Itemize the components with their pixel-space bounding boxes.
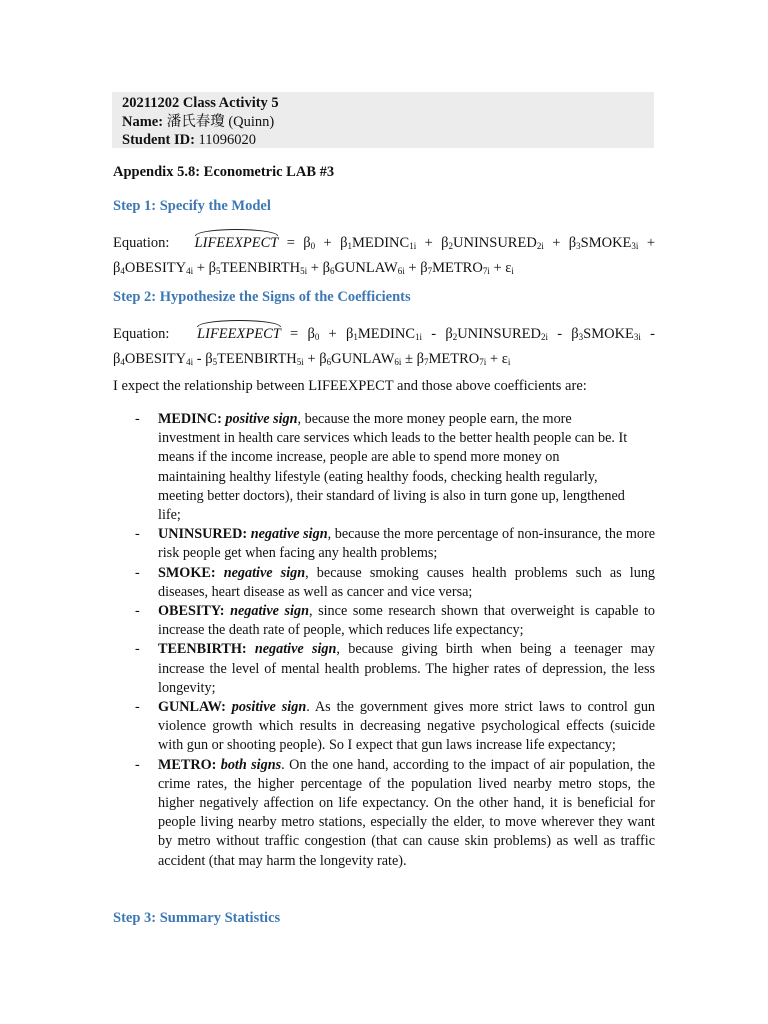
header-box [112,92,654,148]
step3-heading: Step 3: Summary Statistics [113,910,281,926]
student-id: Student ID: 11096020 [122,132,257,148]
intro-text: I expect the relationship between LIFEEXPECT and those above coefficients are: [113,378,587,394]
list-item-obesity: - OBESITY: negative sign, since some research shown that overweight is capable to increase the death rate of people, which reduces life expectancy; [135,603,655,639]
list-item-uninsured: - UNINSURED: negative sign, because the more percentage of non-insurance, the more risk people get when facing any health problems; [135,526,655,562]
appendix-title: Appendix 5.8: Econometric LAB #3 [113,164,335,180]
list-item-metro: - METRO: both signs. On the one hand, according to the impact of air population, the crime rates, the higher percentage of the population lived nearby metro stops, the higher negatively affection on life expectancy. On the other hand, it is beneficial for people living nearby metro stations, especially the elder, to move wherever they want by metro without traffic congestion (that can cause skin problems) as well as traffic accident (that may harm the longevity rate). [135,756,655,869]
list-item-teenbirth: - TEENBIRTH: negative sign, because giving birth when being a teenager may increase the level of mental health problems. The higher rates of depression, the less longevity; [135,641,655,696]
step2-heading: Step 2: Hypothesize the Signs of the Coefficients [113,289,411,305]
step1-heading: Step 1: Specify the Model [113,198,271,214]
list-item-gunlaw: - GUNLAW: positive sign. As the government gives more strict laws to control gun violence growth which results in decreasing negative psychological effects (suicide with gun or shooting people). So I expect that gun laws increase life expectancy; [135,699,656,754]
list-item-smoke: - SMOKE: negative sign, because smoking causes health problems such as lung diseases, heart disease as well as cancer and vice versa; [135,564,656,600]
coefficient-sign-list [113,410,655,871]
step2-equation-line2: $\beta_4OBESITY_{4i}$ - $\beta_5TEENBIRTH_{5i}$ + $\beta_6GUNLAW_{6i}$ ± $\beta_7METRO_{7i} + \varepsilon_i$ [113,351,511,367]
step1-equation-line1: Equation: LIFEEXPECT = $\beta_0$ + $\beta_1MEDINC_{1i}$ + $\beta_2UNINSURED_{2i}$ + $\beta_3SMOKE_{3i}$ + [113,232,655,257]
step1-equation [113,232,655,282]
step1-equation-line2: $\beta_4OBESITY_{4i}$ + $\beta_5TEENBIRTH_{5i}$ + $\beta_6GUNLAW_{6i}$ + $\beta_7METRO_{7i} + \varepsilon_i$ [113,260,514,276]
step2-equation [113,323,655,373]
activity-title: 20211202 Class Activity 5 [122,95,279,111]
list-item-medinc: - MEDINC: positive sign, because the more money people earn, the more investment in health care services which leads to the better health people can be. It means if the income increase, people are able to spend more money on maintaining healthy lifestyle (eating healthy foods, checking health regularly, meeting better doctors), their standard of living is also in turn gone up, lengthened life; [135,411,628,524]
student-name: Name: 潘氏春瓊 (Quinn) [122,113,275,130]
step2-equation-line1: Equation: LIFEEXPECT = $\beta_0$ + $\beta_1MEDINC_{1i}$ - $\beta_2UNINSURED_{2i}$ - $\beta_3SMOKE_{3i}$ - [113,323,655,348]
